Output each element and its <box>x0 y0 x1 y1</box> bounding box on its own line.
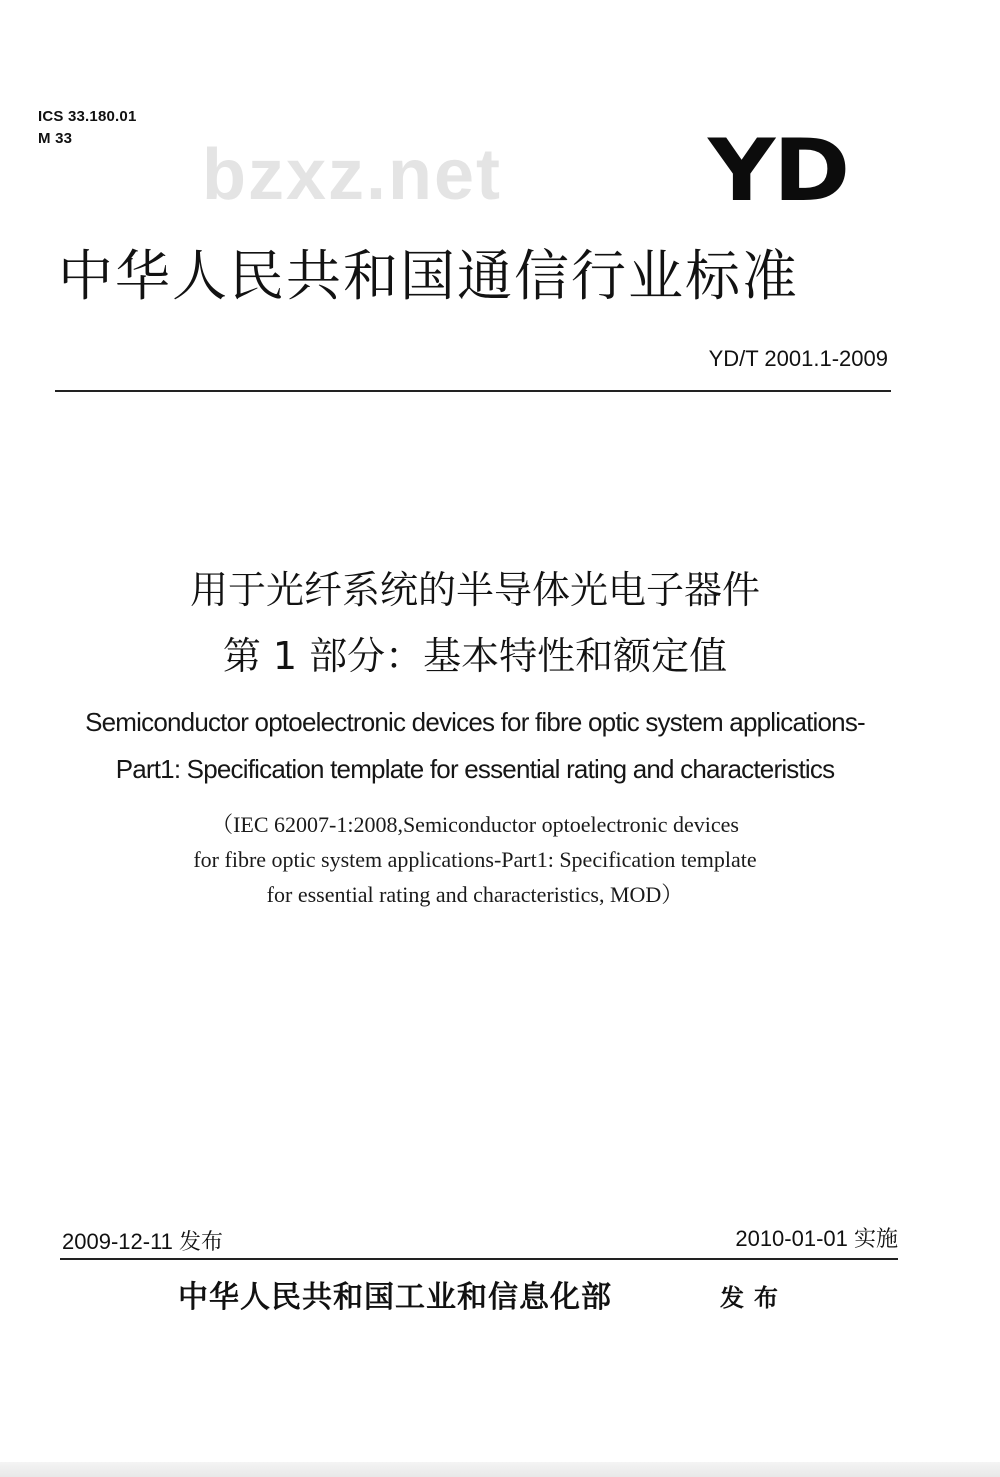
classification-codes <box>38 106 137 150</box>
standard-number: YD/T 2001.1-2009 <box>708 346 888 371</box>
ics-code: ICS 33.180.01 <box>38 108 137 125</box>
issuer-action: 发布 <box>720 1283 788 1312</box>
org-title: 中华人民共和国通信行业标准 <box>58 244 800 308</box>
yd-logo: YD <box>708 121 849 221</box>
chinese-title-line-1: 用于光纤系统的半导体光电子器件 <box>189 568 760 612</box>
english-title-line-2: Part1: Specification template for essential rating and characteristics <box>115 754 835 784</box>
iec-reference-line-1: （IEC 62007-1:2008,Semiconductor optoelectronic devices <box>211 812 739 837</box>
issue-date: 2009-12-11 发布 <box>62 1229 224 1254</box>
effective-date: 2010-01-01 实施 <box>735 1226 898 1251</box>
top-divider <box>55 390 891 392</box>
ccs-code: M 33 <box>38 130 73 147</box>
iec-reference-line-2: for fibre optic system applications-Part1: Specification template <box>193 847 757 872</box>
iec-reference-line-3: for essential rating and characteristics, MOD） <box>266 882 684 907</box>
issuing-authority: 中华人民共和国工业和信息化部 <box>178 1280 612 1315</box>
scan-edge <box>0 1462 1000 1477</box>
watermark: bzxz.net <box>202 135 503 215</box>
bottom-divider <box>60 1258 898 1260</box>
english-title-line-1: Semiconductor optoelectronic devices for fibre optic system applications- <box>85 707 865 737</box>
chinese-title-line-2: 第 1 部分：基本特性和额定值 <box>222 634 728 678</box>
